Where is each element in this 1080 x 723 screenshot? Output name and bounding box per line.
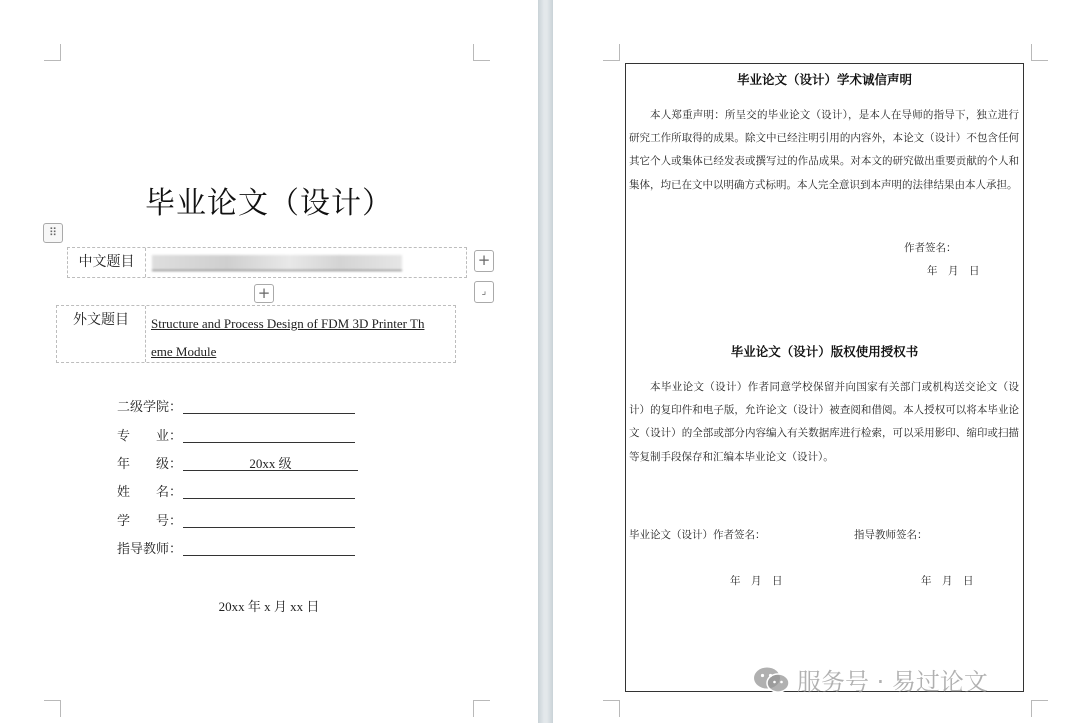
crop-mark-top-left [44,44,61,61]
field-label: 二级学院： [117,400,183,415]
page-gutter [538,0,553,723]
en-title-value[interactable] [146,306,455,362]
watermark-text: 服务号 · 易过论文 [797,668,988,696]
cn-title-value[interactable] [146,248,466,277]
field-label: 学 号： [117,514,183,529]
field-value[interactable] [183,425,355,443]
supervisor-sign-label: 指导教师签名： [854,529,928,541]
field-label: 专 业： [117,429,183,444]
thesis-title: 毕业论文（设计） [145,186,393,221]
crop-mark-top-left [603,44,620,61]
integrity-body: 本人郑重声明：所呈交的毕业论文（设计），是本人在导师的指导下，独立进行研究工作所取得的成果。除文中已经注明引用的内容外，本论文（设计）不包含任何其它个人或集体已经发表或撰写过的作品成果。对本文的研究做出重要贡献的个人和集体，均已在文中以明确方式标明。本人完全意识到本声明的法律结果由本人承担。 [629,109,1019,191]
field-value[interactable] [183,396,355,414]
crop-mark-bottom-right [1031,700,1048,717]
cn-title-label: 中文题目 [68,248,146,277]
declaration-frame [625,63,1024,692]
field-value[interactable] [183,538,355,556]
cn-title-table [67,247,467,278]
redacted-title [152,255,402,271]
integrity-date: 年 月 日 [927,265,980,277]
cover-page [0,0,538,723]
crop-mark-bottom-left [603,700,620,717]
field-label: 年 级： [117,457,183,472]
declaration-page [553,0,1080,723]
en-title-line-1: Structure and Process Design of FDM 3D Printer Th [151,316,425,331]
cover-date: 20xx 年 x 月 xx 日 [218,599,320,614]
field-label: 指导教师： [117,542,183,557]
en-title-line-2: eme Module [151,344,217,359]
field-value[interactable] [183,481,355,499]
en-title-table [56,305,456,363]
field-label: 姓 名： [117,485,183,500]
table-resize-icon[interactable]: ⌟ [474,281,494,303]
author-date: 年 月 日 [730,575,783,587]
crop-mark-bottom-left [44,700,61,717]
en-title-text [151,310,451,366]
add-row-button[interactable]: + [254,284,274,303]
crop-mark-top-right [1031,44,1048,61]
add-column-button[interactable]: + [474,250,494,272]
wechat-icon [753,666,791,694]
authorization-title: 毕业论文（设计）版权使用授权书 [730,344,919,359]
field-value[interactable]: 20xx 级 [183,453,358,471]
author-sign-label: 作者签名： [904,242,957,254]
thesis-author-sign-label: 毕业论文（设计）作者签名： [629,529,766,541]
authorization-body: 本毕业论文（设计）作者同意学校保留并向国家有关部门或机构送交论文（设计）的复印件和电子版，允许论文（设计）被查阅和借阅。本人授权可以将本毕业论文（设计）的全部或部分内容编入有关数据库进行检索，可以采用影印、缩印或扫描等复制手段保存和汇编本毕业论文（设计）。 [629,381,1019,463]
supervisor-date: 年 月 日 [921,575,974,587]
crop-mark-top-right [473,44,490,61]
crop-mark-bottom-right [473,700,490,717]
table-move-handle-icon[interactable]: ⠿ [43,223,63,243]
integrity-title: 毕业论文（设计）学术诚信声明 [736,72,912,87]
field-value[interactable] [183,510,355,528]
en-title-label: 外文题目 [57,306,146,362]
